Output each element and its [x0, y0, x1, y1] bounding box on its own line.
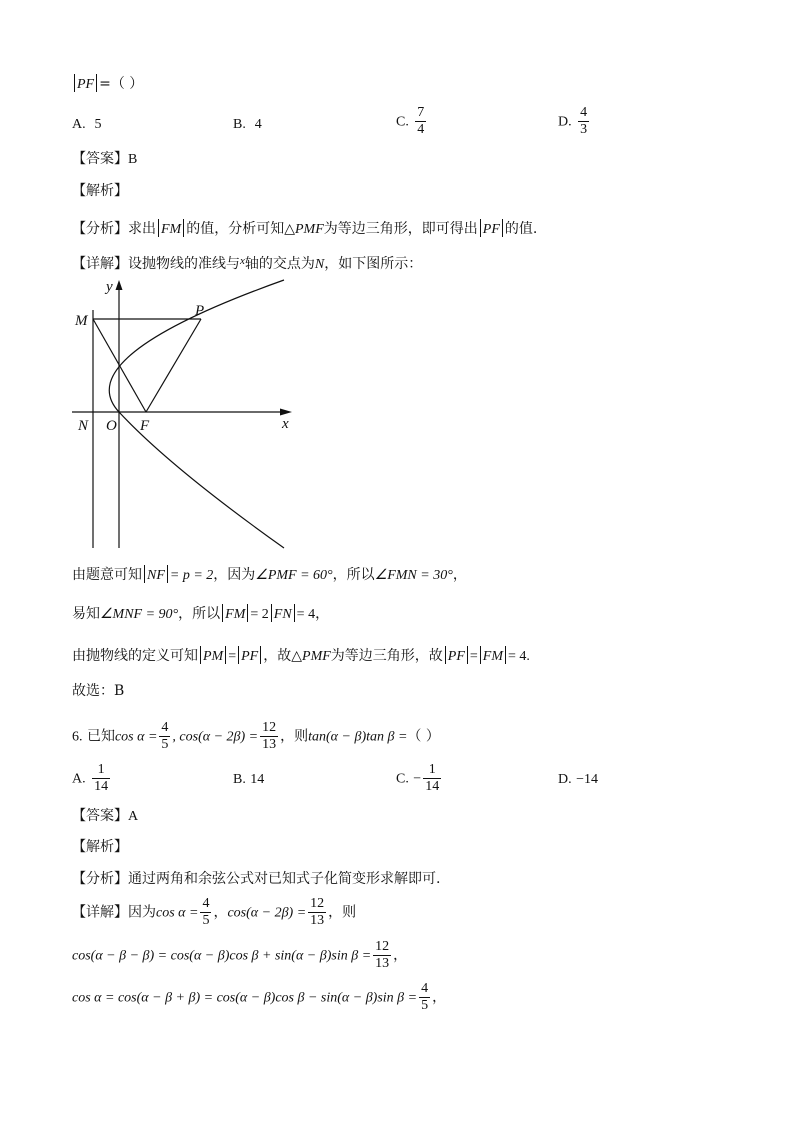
- q6-jiexi-heading: 【解析】: [72, 839, 128, 855]
- label-m: M: [75, 313, 88, 329]
- q6-option-a: A. $\frac{1}{14}$: [72, 762, 109, 794]
- q5-stem-tail: [72, 74, 143, 92]
- label-p: P: [195, 303, 205, 319]
- label-y: y: [106, 279, 113, 295]
- parabola-curve: [109, 280, 284, 548]
- q5-answer: 【答案】B: [72, 151, 138, 167]
- math-pf: PF: [77, 77, 95, 92]
- segment-pf: [146, 319, 201, 412]
- q6-equation-2: cos α = cos(α − β + β) = cos(α − β)cos β − sin(α − β)sin β = $\frac{4}{5}$ ，: [72, 981, 447, 1013]
- q5-option-a: A. 5: [72, 117, 102, 132]
- q6-option-d: D. −14: [558, 772, 598, 787]
- derivation-line-2: 易知∠MNF = 90°，所以 FM = 2 FN = 4，: [72, 606, 330, 622]
- label-o: O: [106, 418, 117, 434]
- blank-paren: =（ ）: [99, 76, 144, 92]
- x-axis-arrow: [280, 409, 292, 416]
- q5-option-d: D. $\frac{4}{3}$: [558, 105, 588, 137]
- label-x: x: [282, 416, 289, 432]
- q6-detail-intro: 【详解】因为cos α = $\frac{4}{5}$ ，cos(α − 2β) = $\frac{12}{13}$ ，则: [72, 896, 357, 928]
- q5-option-b: B. 4: [233, 117, 262, 132]
- y-axis-arrow: [116, 280, 123, 290]
- q5-option-c: C. $\frac{7}{4}$: [396, 105, 425, 137]
- derivation-line-3: 由抛物线的定义可知 PM = PF ，故△PMF为等边三角形，故 PF = FM = 4.: [72, 648, 530, 664]
- q5-detail-intro: 【详解】设抛物线的准线与$^x$轴的交点为N，如下图所示：: [72, 255, 423, 272]
- q5-jiexi-heading: 【解析】: [72, 183, 128, 199]
- q5-analysis: 【分析】求出 FM 的值，分析可知△PMF为等边三角形，即可得出 PF 的值.: [72, 221, 538, 237]
- q6-analysis: 【分析】通过两角和余弦公式对已知式子化简变形求解即可.: [72, 871, 441, 887]
- derivation-line-1: 由题意可知 NF = p = 2，因为∠PMF = 60°，所以∠FMN = 30°，: [72, 567, 467, 583]
- q6-option-b: B. 14: [233, 772, 265, 787]
- q6-stem: 6. 已知cos α = $\frac{4}{5}$ , cos(α − 2β) = $\frac{12}{13}$ ，则tan(α − β)tan β =（ ）: [72, 720, 440, 752]
- label-f: F: [140, 418, 150, 434]
- q6-option-c: C. − $\frac{1}{14}$: [396, 762, 440, 794]
- q6-answer: 【答案】A: [72, 808, 139, 824]
- q6-equation-1: cos(α − β − β) = cos(α − β)cos β + sin(α − β)sin β = $\frac{12}{13}$ ，: [72, 939, 408, 971]
- parabola-figure: [70, 278, 300, 553]
- q5-conclusion: 故选：B: [72, 683, 125, 699]
- label-n: N: [78, 418, 89, 434]
